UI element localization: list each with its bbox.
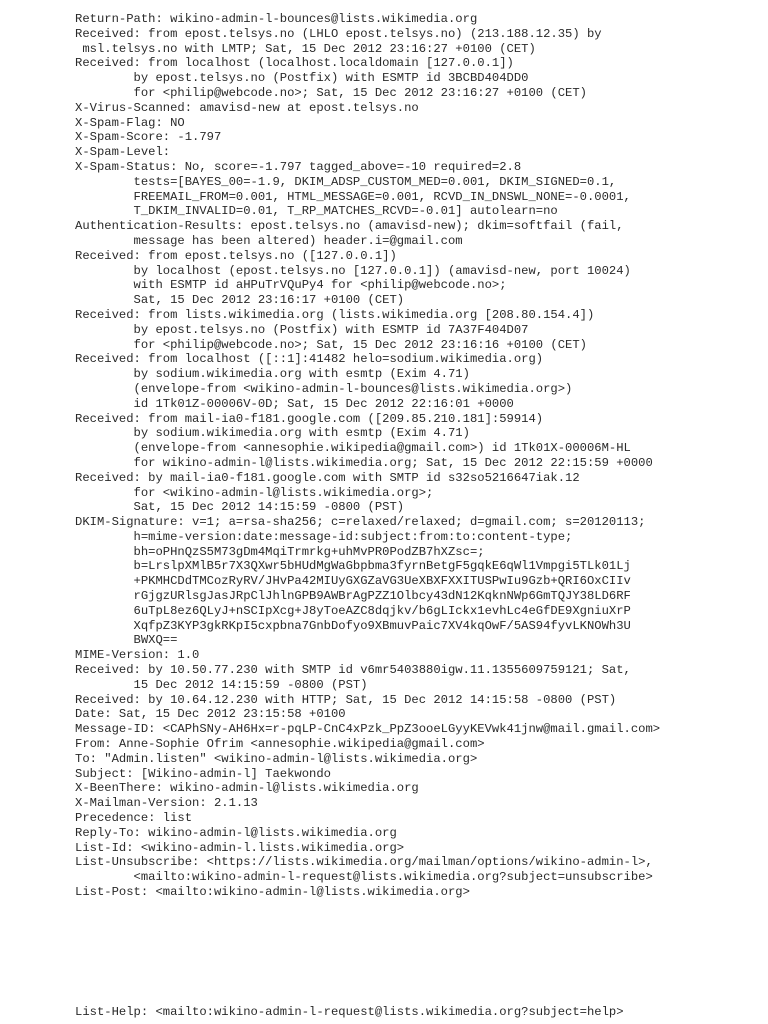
header-line: for <wikino-admin-l@lists.wikimedia.org>; [75,485,434,500]
header-line: X-Mailman-Version: 2.1.13 [75,796,258,811]
header-line: msl.telsys.no with LMTP; Sat, 15 Dec 2012 23:16:27 +0100 (CET) [75,41,536,56]
header-line: Sat, 15 Dec 2012 23:16:17 +0100 (CET) [75,293,405,308]
header-line: X-Spam-Score: -1.797 [75,130,222,145]
header-line: List-Unsubscribe: <https://lists.wikimedia.org/mailman/options/wikino-admin-l>, [75,855,653,870]
header-line: bh=oPHnQzS5M73gDm4MqiTrmrkg+uhMvPR0PodZB7hXZsc=; [75,544,485,559]
header-line: Received: from epost.telsys.no ([127.0.0.1]) [75,248,397,263]
header-line: for <philip@webcode.no>; Sat, 15 Dec 2012 23:16:27 +0100 (CET) [75,85,587,100]
header-line: (envelope-from <wikino-admin-l-bounces@lists.wikimedia.org>) [75,381,573,396]
header-line: List-Id: <wikino-admin-l.lists.wikimedia.org> [75,840,405,855]
header-line: From: Anne-Sophie Ofrim <annesophie.wikipedia@gmail.com> [75,737,485,752]
header-line-list-help: List-Help: <mailto:wikino-admin-l-request@lists.wikimedia.org?subject=help> [75,1005,624,1019]
header-line: Received: from mail-ia0-f181.google.com ([209.85.210.181]:59914) [75,411,544,426]
header-line: Received: from localhost (localhost.localdomain [127.0.0.1]) [75,56,514,71]
header-line: To: "Admin.listen" <wikino-admin-l@lists.wikimedia.org> [75,751,478,766]
header-line: BWXQ== [75,633,178,648]
header-line: Date: Sat, 15 Dec 2012 23:15:58 +0100 [75,707,346,722]
header-line: (envelope-from <annesophie.wikipedia@gmail.com>) id 1Tk01X-00006M-HL [75,441,631,456]
header-line: FREEMAIL_FROM=0.001, HTML_MESSAGE=0.001, RCVD_IN_DNSWL_NONE=-0.0001, [75,189,631,204]
header-line: with ESMTP id aHPuTrVQuPy4 for <philip@webcode.no>; [75,278,507,293]
header-line: Received: by 10.50.77.230 with SMTP id v6mr5403880igw.11.1355609759121; Sat, [75,663,631,678]
header-line: XqfpZ3KYP3gkRKpI5cxpbna7GnbDofyo9XBmuvPaic7XV4kqOwF/5AS94fyvLKNOWh3U [75,618,631,633]
header-line: Authentication-Results: epost.telsys.no (amavisd-new); dkim=softfail (fail, [75,219,624,234]
header-line: by localhost (epost.telsys.no [127.0.0.1]) (amavisd-new, port 10024) [75,263,631,278]
header-line: by epost.telsys.no (Postfix) with ESMTP id 3BCBD404DD0 [75,71,529,86]
header-line: 15 Dec 2012 14:15:59 -0800 (PST) [75,677,368,692]
header-line: X-BeenThere: wikino-admin-l@lists.wikimedia.org [75,781,419,796]
header-line: Return-Path: wikino-admin-l-bounces@lists.wikimedia.org [75,12,478,26]
header-line: by sodium.wikimedia.org with esmtp (Exim 4.71) [75,367,470,382]
header-line: List-Post: <mailto:wikino-admin-l@lists.wikimedia.org> [75,885,470,900]
header-line: DKIM-Signature: v=1; a=rsa-sha256; c=relaxed/relaxed; d=gmail.com; s=20120113; [75,515,646,530]
header-line: b=LrslpXMlB5r7X3QXwr5bHUdMgWaGbpbma3fyrnBetgF5gqkE6qWl1Vmpgi5TLk01Lj [75,559,631,574]
header-line: Subject: [Wikino-admin-l] Taekwondo [75,766,331,781]
header-line: MIME-Version: 1.0 [75,648,200,663]
header-line: id 1Tk01Z-00006V-0D; Sat, 15 Dec 2012 22:16:01 +0000 [75,396,514,411]
header-line: h=mime-version:date:message-id:subject:from:to:content-type; [75,529,573,544]
header-line: +PKMHCDdTMCozRyRV/JHvPa42MIUyGXGZaVG3UeXBXFXXITUSPwIu9Gzb+QRI6OxCIIv [75,574,631,589]
header-line: by sodium.wikimedia.org with esmtp (Exim 4.71) [75,426,470,441]
header-line: Received: from localhost ([::1]:41482 helo=sodium.wikimedia.org) [75,352,544,367]
header-line: X-Spam-Status: No, score=-1.797 tagged_above=-10 required=2.8 [75,159,522,174]
header-line: message has been altered) header.i=@gmail.com [75,233,463,248]
header-line: Received: by 10.64.12.230 with HTTP; Sat, 15 Dec 2012 14:15:58 -0800 (PST) [75,692,617,707]
header-line: Received: from epost.telsys.no (LHLO epost.telsys.no) (213.188.12.35) by [75,26,602,41]
header-line: <mailto:wikino-admin-l-request@lists.wikimedia.org?subject=unsubscribe> [75,870,653,885]
header-line: Message-ID: <CAPhSNy-AH6Hx=r-pqLP-CnC4xPzk_PpZ3ooeLGyyKEVwk41jnw@mail.gmail.com> [75,722,661,737]
header-line: X-Virus-Scanned: amavisd-new at epost.telsys.no [75,100,419,115]
header-line: rGjgzURlsgJasJRpClJhlnGPB9AWBrAgPZZ1Olbcy43dN12KqknNWp6GmTQJY38LD6RF [75,589,631,604]
header-line: 6uTpL8ez6QLyJ+nSCIpXcg+J8yToeAZC8dqjkv/b6gLIckx1evhLc4eGfDE9XgniuXrP [75,603,631,618]
header-line: for <philip@webcode.no>; Sat, 15 Dec 2012 23:16:16 +0100 (CET) [75,337,587,352]
header-line: X-Spam-Flag: NO [75,115,185,130]
header-line: X-Spam-Level: [75,145,171,160]
header-line: Received: from lists.wikimedia.org (lists.wikimedia.org [208.80.154.4]) [75,307,595,322]
header-line: Sat, 15 Dec 2012 14:15:59 -0800 (PST) [75,500,405,515]
header-line: by epost.telsys.no (Postfix) with ESMTP id 7A37F404D07 [75,322,529,337]
header-line: for wikino-admin-l@lists.wikimedia.org; Sat, 15 Dec 2012 22:15:59 +0000 [75,455,653,470]
email-header-source [75,12,755,900]
header-line: Precedence: list [75,811,193,826]
header-line: Received: by mail-ia0-f181.google.com with SMTP id s32so5216647iak.12 [75,470,580,485]
header-line: T_DKIM_INVALID=0.01, T_RP_MATCHES_RCVD=-0.01] autolearn=no [75,204,558,219]
header-line: Reply-To: wikino-admin-l@lists.wikimedia.org [75,825,397,840]
header-line: tests=[BAYES_00=-1.9, DKIM_ADSP_CUSTOM_MED=0.001, DKIM_SIGNED=0.1, [75,174,617,189]
